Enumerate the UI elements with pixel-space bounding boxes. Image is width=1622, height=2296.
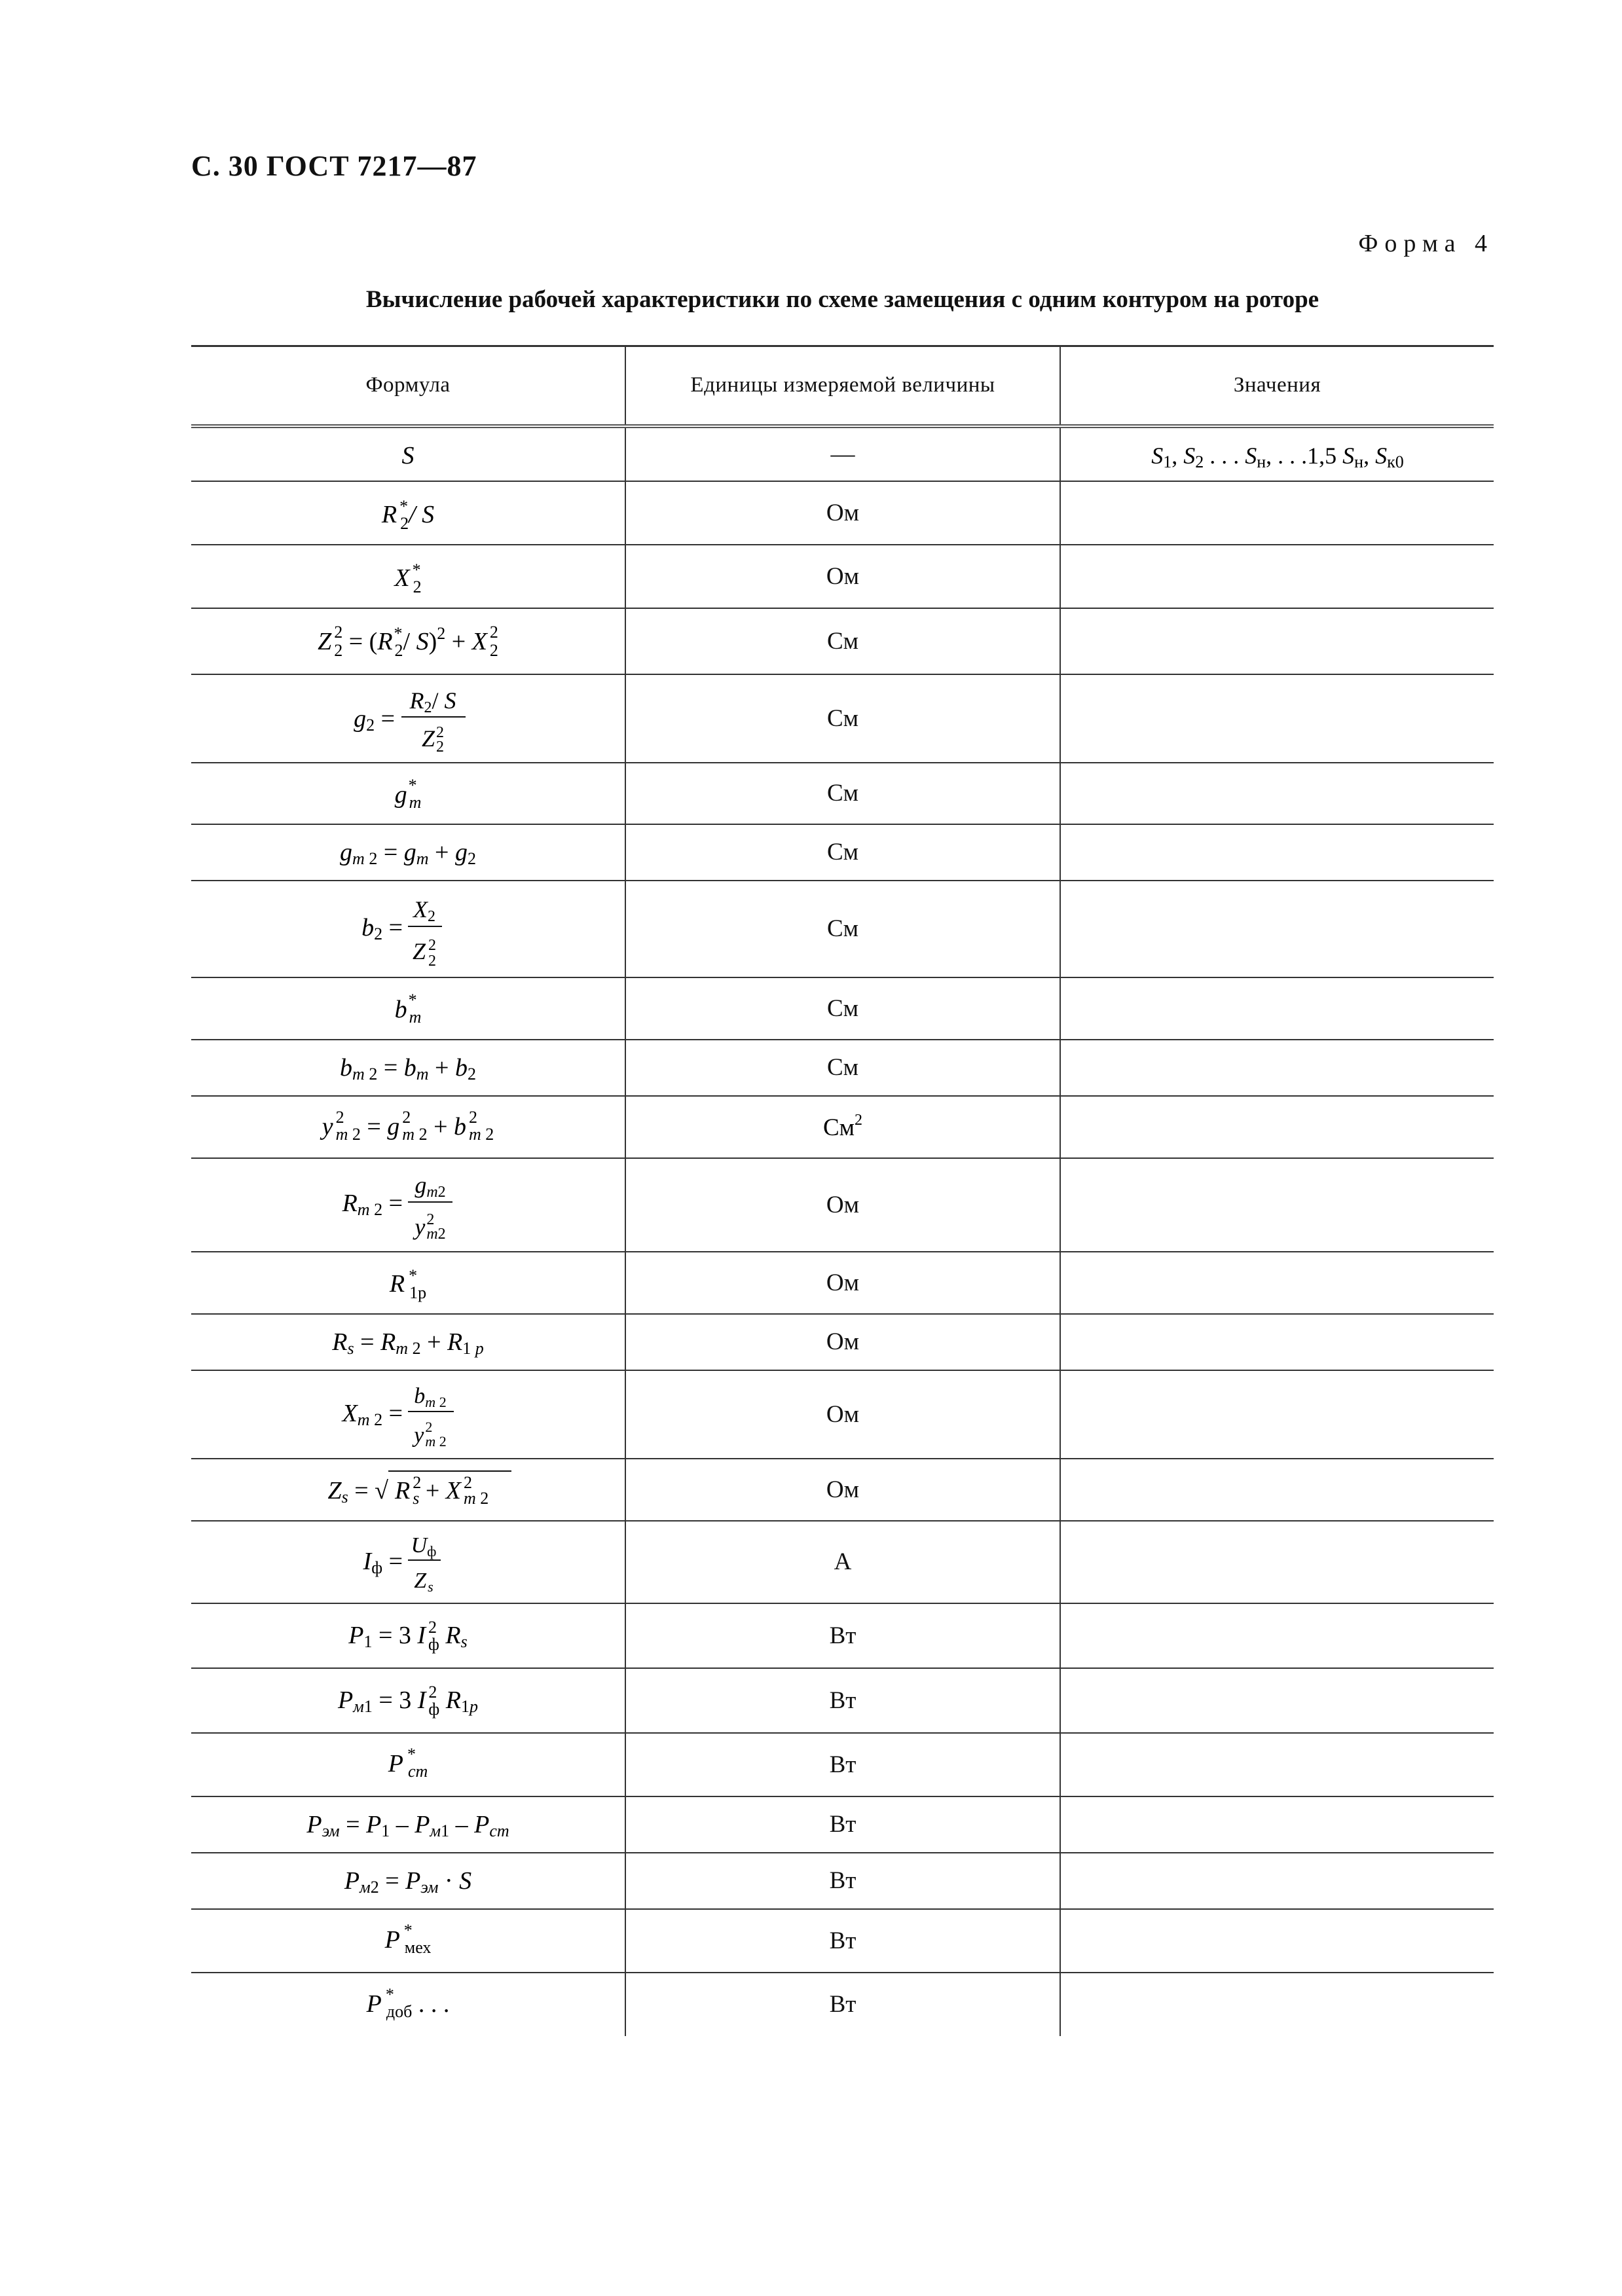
- unit-cell: См: [625, 608, 1060, 674]
- value-cell: [1060, 1252, 1494, 1314]
- svg-text:Z22 = (R*2/ S)2 + X22: Z $^2$ 2 = (R* 2/ S)$^2$ + X $^2$ 2: [318, 622, 498, 660]
- formula-g2: [198, 676, 617, 761]
- formula-cell: [191, 1314, 625, 1370]
- formula-cell: [191, 1521, 625, 1603]
- svg-text:X*2: X * 2: [394, 560, 422, 596]
- svg-text:b2 =: b2 =: [361, 913, 403, 943]
- formula-pmekh: [198, 1910, 617, 1971]
- formula-cell: [191, 674, 625, 763]
- svg-text:R*1р: R * 1р: [389, 1266, 427, 1302]
- formula-cell: [191, 1040, 625, 1096]
- unit-cell: Ом: [625, 1370, 1060, 1459]
- unit-cell: Вт: [625, 1973, 1060, 2036]
- value-cell: [1060, 1668, 1494, 1733]
- svg-text:P*доб . . .: P * доб . . .: [366, 1984, 450, 2021]
- unit-cell: Ом: [625, 1158, 1060, 1252]
- value-cell: [1060, 977, 1494, 1040]
- table-row: [191, 1909, 1494, 1973]
- value-cell: [1060, 1096, 1494, 1158]
- value-cell: [1060, 824, 1494, 881]
- formula-bm2: [198, 1040, 617, 1095]
- formula-cell: [191, 608, 625, 674]
- value-cell: [1060, 881, 1494, 977]
- formula-rm2: [198, 1159, 617, 1250]
- svg-text:Iф =: Iф =: [363, 1547, 403, 1577]
- formula-cell: [191, 1370, 625, 1459]
- formula-r2-over-s: [198, 482, 617, 544]
- value-cell: [1060, 674, 1494, 763]
- svg-text:y2m2: $y^2$ m2: [415, 1211, 446, 1243]
- svg-text:bm 2: bm 2: [414, 1384, 447, 1410]
- unit-cell: См: [625, 881, 1060, 977]
- svg-text:Pм1 = 3 I2ф R1p: Pм1 = 3 I $^2$ ф R1p: [338, 1683, 478, 1719]
- svg-text:bm 2 = bm + b2: bm 2 = bm + b2: [340, 1053, 476, 1084]
- unit-cell: Вт: [625, 1668, 1060, 1733]
- formula-b2: [198, 882, 617, 976]
- table-row: [191, 763, 1494, 824]
- svg-text:gm2: gm2: [415, 1172, 446, 1201]
- formula-pdob: [198, 1974, 617, 2035]
- svg-text:P*мех: P * мех: [384, 1921, 432, 1957]
- svg-text:gm 2 = gm + g2: gm 2 = gm + g2: [340, 838, 476, 868]
- unit-cell: См: [625, 1040, 1060, 1096]
- svg-text:Pм2 = Pэм · S: Pм2 = Pэм · S: [344, 1867, 472, 1897]
- table-row: [191, 1521, 1494, 1603]
- unit-cell: Ом: [625, 1459, 1060, 1521]
- unit-cell: Вт: [625, 1603, 1060, 1668]
- value-cell: [1060, 1459, 1494, 1521]
- unit-cell: Ом: [625, 545, 1060, 608]
- formula-cell: [191, 1973, 625, 2036]
- formula-cell: [191, 1668, 625, 1733]
- value-cell: [1060, 545, 1494, 608]
- table-row: [191, 1370, 1494, 1459]
- table-row: [191, 977, 1494, 1040]
- formula-cell: [191, 545, 625, 608]
- formula-gm2: [198, 825, 617, 880]
- table-row: [191, 1603, 1494, 1668]
- table-row: [191, 1973, 1494, 2036]
- unit-cell: См: [625, 977, 1060, 1040]
- table-row: [191, 1459, 1494, 1521]
- formula-bm: [198, 978, 617, 1038]
- formula-pm1: [198, 1669, 617, 1732]
- formula-cell: [191, 1909, 625, 1973]
- table-row: [191, 674, 1494, 763]
- svg-text:Zs = √: Zs = √: [327, 1477, 388, 1506]
- unit-cell: —: [625, 426, 1060, 481]
- value-cell: [1060, 481, 1494, 545]
- table-row: [191, 545, 1494, 608]
- column-header-formula: Формула: [191, 346, 625, 426]
- formula-cell: [191, 1096, 625, 1158]
- formula-cell: [191, 1853, 625, 1909]
- unit-cell: Вт: [625, 1796, 1060, 1853]
- unit-cell: A: [625, 1521, 1060, 1603]
- svg-text:P*cт: P * cт: [388, 1745, 428, 1781]
- formula-cell: [191, 1733, 625, 1796]
- formula-z2-squared: [198, 609, 617, 674]
- table-row: [191, 881, 1494, 977]
- formula-cell: [191, 1459, 625, 1521]
- formula-cell: [191, 977, 625, 1040]
- formula-pm2: [198, 1853, 617, 1908]
- formula-pem: [198, 1797, 617, 1852]
- slip-values: [1068, 428, 1487, 481]
- page-header: С. 30 ГОСТ 7217—87: [191, 150, 477, 182]
- value-cell: [1060, 426, 1494, 481]
- table-row: [191, 1252, 1494, 1314]
- formula-xm2: [198, 1372, 617, 1457]
- svg-text:Z22: Z $^2$ 2: [412, 936, 437, 970]
- table-row: [191, 1314, 1494, 1370]
- formula-cell: [191, 881, 625, 977]
- svg-text:g*m: g* m: [394, 775, 422, 812]
- formula-pst: [198, 1734, 617, 1795]
- formula-ym2-squared: [198, 1097, 617, 1157]
- calculation-table: [191, 345, 1494, 2036]
- formula-s: [198, 428, 617, 481]
- formula-cell: [191, 763, 625, 824]
- svg-text:R*2/ S: R * 2/ S: [381, 496, 435, 533]
- formula-gm: [198, 763, 617, 824]
- value-cell: [1060, 1733, 1494, 1796]
- value-cell: [1060, 1040, 1494, 1096]
- formula-r1p: [198, 1252, 617, 1313]
- table-row: [191, 1158, 1494, 1252]
- table-header-row: [191, 346, 1494, 426]
- svg-text:g2 =: g2 =: [354, 705, 395, 735]
- table-row: [191, 1733, 1494, 1796]
- formula-x2: [198, 545, 617, 608]
- svg-text:S: S: [401, 441, 415, 469]
- unit-cell: [625, 1096, 1060, 1158]
- table-row: [191, 1040, 1494, 1096]
- table-row: [191, 824, 1494, 881]
- svg-text:Uф: Uф: [411, 1533, 437, 1559]
- unit-cell: Ом: [625, 1314, 1060, 1370]
- formula-cell: [191, 481, 625, 545]
- formula-iph: [198, 1522, 617, 1602]
- unit-cell: См: [625, 763, 1060, 824]
- value-cell: [1060, 1158, 1494, 1252]
- value-cell: [1060, 763, 1494, 824]
- formula-p1: [198, 1604, 617, 1667]
- svg-text:Pэм = P1 – Pм1 – Pcт: Pэм = P1 – Pм1 – Pcт: [306, 1810, 509, 1840]
- unit-cell: Вт: [625, 1909, 1060, 1973]
- formula-cell: [191, 1252, 625, 1314]
- formula-cell: [191, 426, 625, 481]
- svg-text:R2/ S: R2/ S: [409, 687, 456, 716]
- svg-text:Z22: $Z^2$ 2: [421, 724, 445, 756]
- value-cell: [1060, 1853, 1494, 1909]
- formula-cell: [191, 1158, 625, 1252]
- table-title: Вычисление рабочей характеристики по схеме замещения с одним контуром на роторе: [365, 286, 1319, 313]
- table-row: [191, 608, 1494, 674]
- svg-text:Rm 2 =: Rm 2 =: [342, 1190, 403, 1219]
- form-label: Форма 4: [1358, 230, 1494, 257]
- value-cell: [1060, 608, 1494, 674]
- svg-text:y2m 2 = g2m 2 + b2m 2: y $^2$ m 2 = g $^2$ m 2 + b $^2$ m 2: [322, 1108, 494, 1144]
- svg-text:Zs: Zs: [414, 1568, 433, 1595]
- formula-cell: [191, 1603, 625, 1668]
- svg-text:Xm 2 =: Xm 2 =: [342, 1400, 403, 1429]
- svg-text:P1 = 3 I2ф Rs: P1 = 3 I $^2$ ф Rs: [348, 1618, 468, 1654]
- column-header-values: Значения: [1060, 346, 1494, 426]
- svg-text:Rs = Rm 2 + R1 p: Rs = Rm 2 + R1 p: [332, 1328, 484, 1358]
- unit-cell: Вт: [625, 1853, 1060, 1909]
- table-row: [191, 426, 1494, 481]
- value-cell: [1060, 1603, 1494, 1668]
- svg-text:y2m 2: $y^2$ m 2: [414, 1419, 447, 1449]
- value-cell: [1060, 1796, 1494, 1853]
- value-cell: [1060, 1973, 1494, 2036]
- value-cell: [1060, 1314, 1494, 1370]
- table-row: [191, 481, 1494, 545]
- value-cell: [1060, 1370, 1494, 1459]
- unit-siemens-squared: [777, 1104, 908, 1150]
- unit-cell: См: [625, 674, 1060, 763]
- table-row: [191, 1796, 1494, 1853]
- svg-text:X2: X2: [413, 896, 435, 925]
- table-row: [191, 1668, 1494, 1733]
- formula-rs: [198, 1315, 617, 1370]
- svg-text:R2s + X2m 2: R $^2$ s + X $^2$ m 2: [395, 1473, 489, 1508]
- unit-cell: См: [625, 824, 1060, 881]
- unit-cell: Ом: [625, 1252, 1060, 1314]
- formula-cell: [191, 824, 625, 881]
- unit-cell: Ом: [625, 481, 1060, 545]
- value-cell: [1060, 1909, 1494, 1973]
- svg-text:S1, S2 . . . Sн, . . .1,5 Sн,: S1, S2 . . . Sн, . . .1,5 Sн, Sк0: [1151, 442, 1404, 471]
- svg-text:См2: $См^2$: [822, 1112, 863, 1141]
- table-row: [191, 1853, 1494, 1909]
- formula-cell: [191, 1796, 625, 1853]
- column-header-unit: Единицы измеряемой величины: [625, 346, 1060, 426]
- table-row: [191, 1096, 1494, 1158]
- unit-cell: Вт: [625, 1733, 1060, 1796]
- value-cell: [1060, 1521, 1494, 1603]
- svg-text:b*m: b* m: [394, 991, 422, 1027]
- formula-zs: [198, 1459, 617, 1520]
